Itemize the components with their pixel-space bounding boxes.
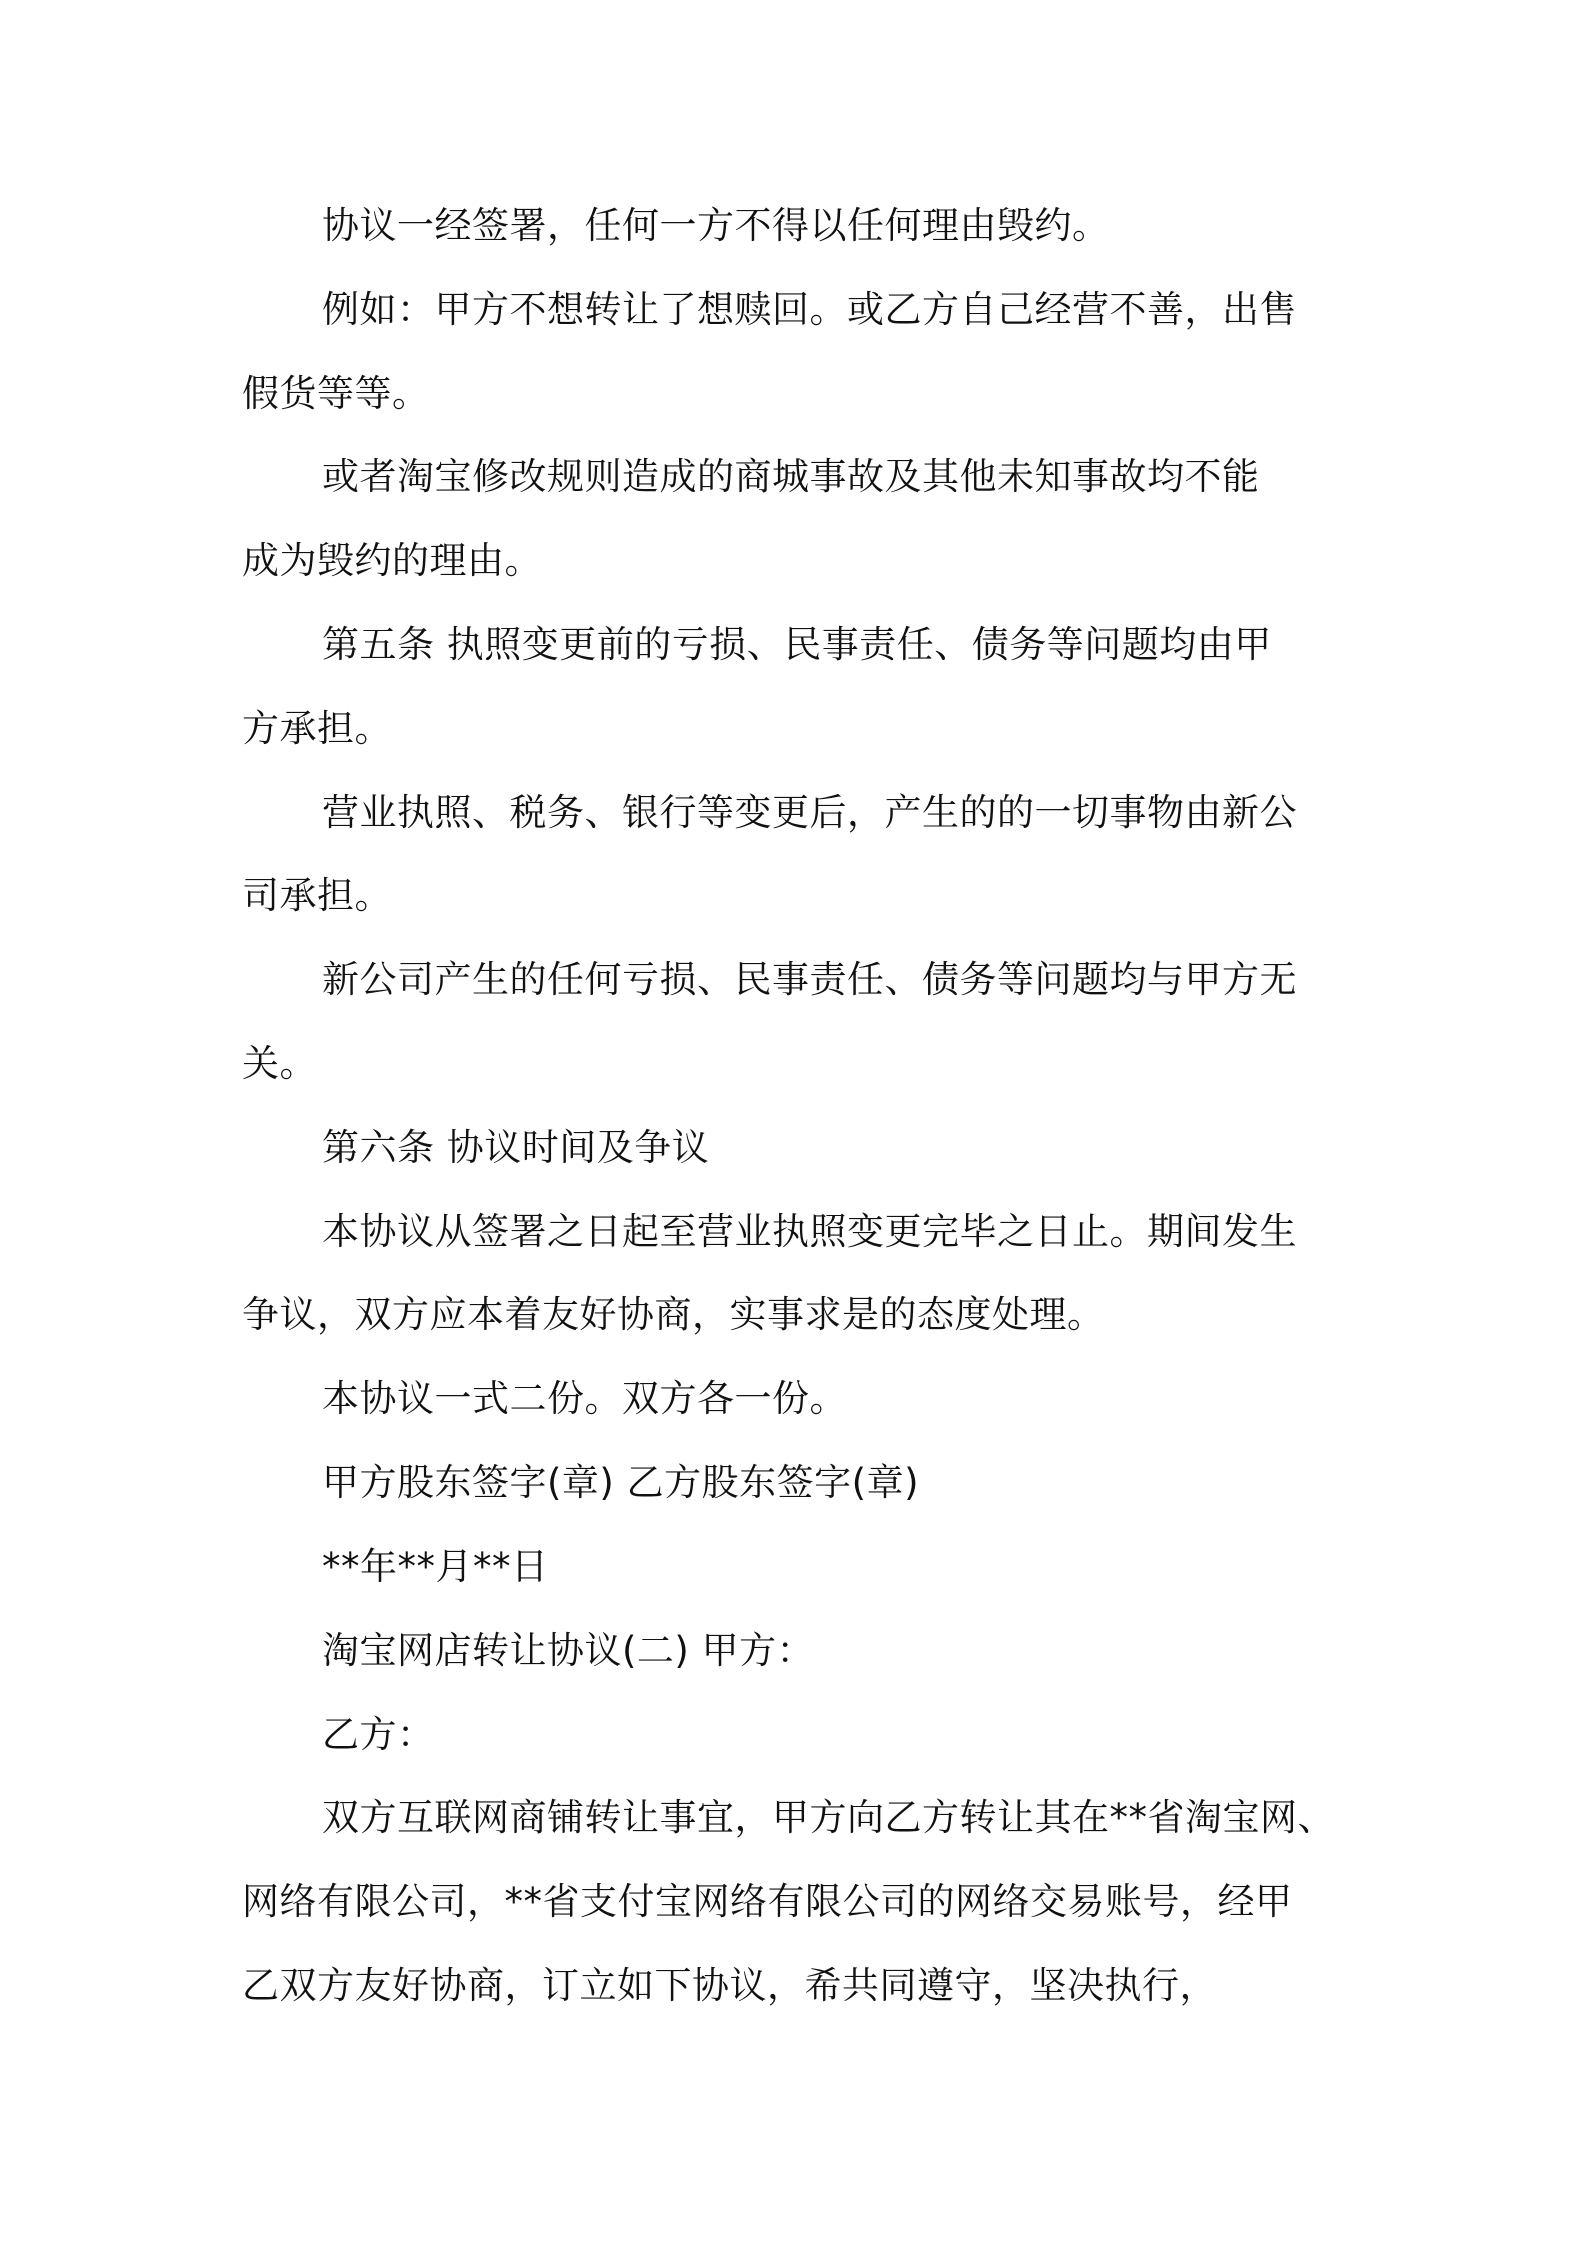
- paragraph-line: 假货等等。: [242, 372, 430, 415]
- paragraph-line: 方承担。: [242, 707, 392, 750]
- paragraph-line: 司承担。: [242, 874, 392, 917]
- paragraph-line: 双方互联网商铺转让事宜，甲方向乙方转让其在**省淘宝网、: [322, 1796, 1335, 1839]
- paragraph-line: 成为毁约的理由。: [242, 539, 542, 582]
- paragraph-line: 新公司产生的任何亏损、民事责任、债务等问题均与甲方无: [322, 958, 1297, 1001]
- paragraph-line: 或者淘宝修改规则造成的商城事故及其他未知事故均不能: [322, 455, 1260, 498]
- signature-line: 甲方股东签字(章) 乙方股东签字(章): [322, 1461, 920, 1504]
- paragraph-line: 本协议从签署之日起至营业执照变更完毕之日止。期间发生: [322, 1210, 1297, 1253]
- paragraph-line: 例如：甲方不想转让了想赎回。或乙方自己经营不善，出售: [322, 288, 1297, 331]
- section-title: 淘宝网店转让协议(二) 甲方：: [322, 1629, 815, 1672]
- paragraph-line: 营业执照、税务、银行等变更后，产生的的一切事物由新公: [322, 791, 1297, 834]
- paragraph-line: 争议，双方应本着友好协商，实事求是的态度处理。: [242, 1293, 1105, 1336]
- paragraph-line: 协议一经签署，任何一方不得以任何理由毁约。: [322, 204, 1110, 247]
- party-line: 乙方：: [322, 1713, 435, 1756]
- paragraph-line: 乙双方友好协商，订立如下协议，希共同遵守，坚决执行，: [242, 1964, 1217, 2007]
- paragraph-line: 网络有限公司，**省支付宝网络有限公司的网络交易账号，经甲: [242, 1880, 1293, 1923]
- paragraph-line: 关。: [242, 1042, 317, 1085]
- article-heading: 第五条 执照变更前的亏损、民事责任、债务等问题均由甲: [322, 623, 1272, 666]
- paragraph-line: 本协议一式二份。双方各一份。: [322, 1377, 847, 1420]
- date-line: **年**月**日: [322, 1545, 549, 1588]
- article-heading: 第六条 协议时间及争议: [322, 1126, 710, 1169]
